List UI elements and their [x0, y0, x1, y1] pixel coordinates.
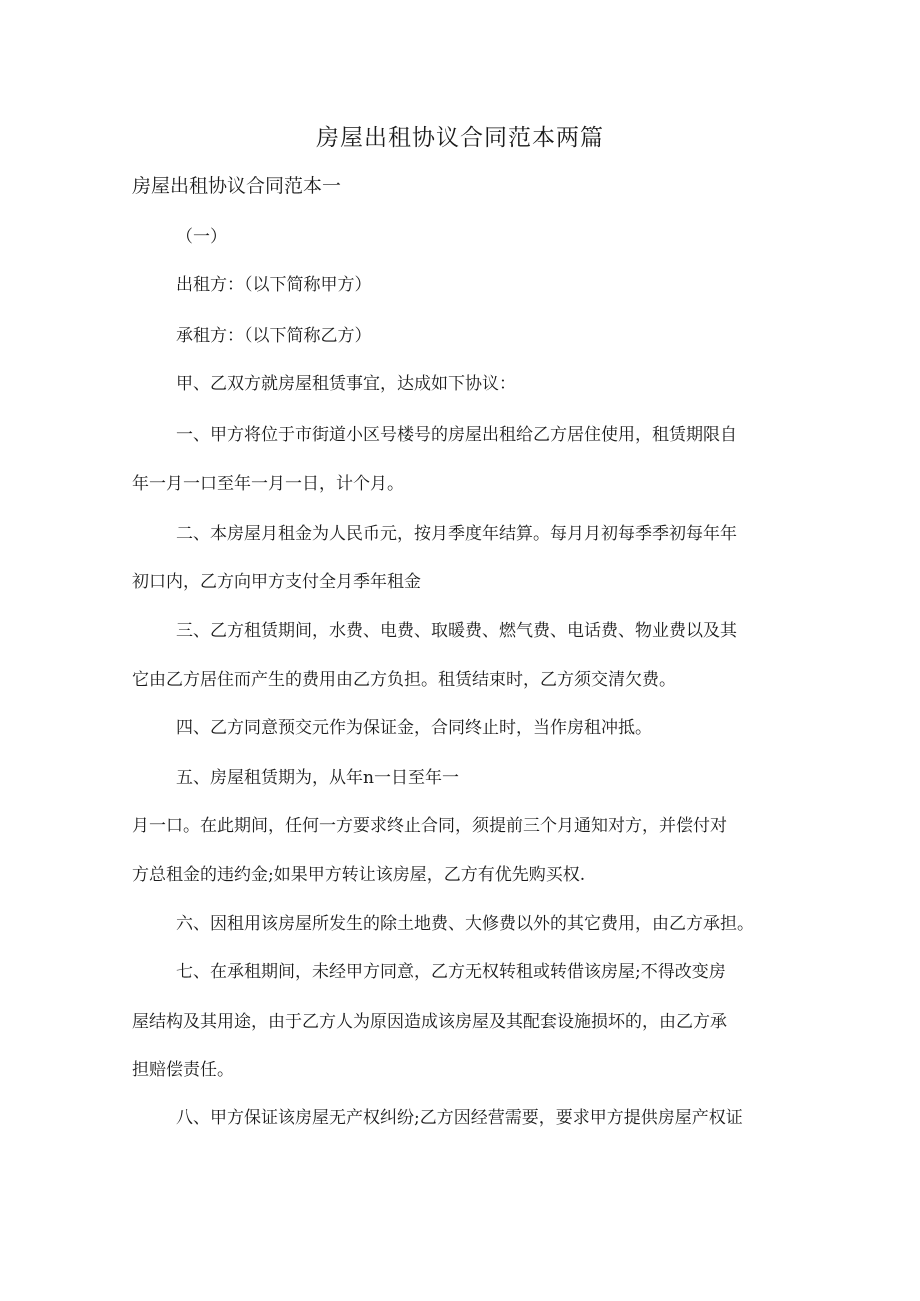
paragraph-line: 屋结构及其用途，由于乙方人为原因造成该房屋及其配套设施损坏的，由乙方承	[132, 1012, 727, 1032]
paragraph-line: 八、甲方保证该房屋无产权纠纷;乙方因经营需要，要求甲方提供房屋产权证	[176, 1108, 743, 1128]
paragraph-line: 方总租金的违约金;如果甲方转让该房屋，乙方有优先购买权.	[132, 865, 586, 885]
paragraph-line: 甲、乙双方就房屋租赁事宜，达成如下协议：	[176, 374, 516, 394]
paragraph-line: 担赔偿责任。	[132, 1060, 234, 1080]
section-title: 房屋出租协议合同范本一	[132, 175, 342, 197]
paragraph-line: 二、本房屋月租金为人民币元，按月季度年结算。每月月初每季季初每年年	[176, 524, 737, 544]
paragraph-line: 出租方：（以下简称甲方）	[176, 275, 372, 295]
paragraph-line: 七、在承租期间，未经甲方同意，乙方无权转租或转借该房屋;不得改变房	[176, 962, 726, 982]
paragraph-line: （一）	[176, 227, 227, 247]
paragraph-line: 六、因租用该房屋所发生的除土地费、大修费以外的其它费用，由乙方承担。	[176, 914, 754, 934]
paragraph-line: 承租方：（以下简称乙方）	[176, 326, 372, 346]
paragraph-line: 四、乙方同意预交元作为保证金，合同终止时，当作房租冲抵。	[176, 718, 652, 738]
paragraph-line: 初口内，乙方向甲方支付全月季年租金	[132, 572, 421, 592]
document-title: 房屋出租协议合同范本两篇	[316, 125, 604, 151]
paragraph-line: 月一口。在此期间，任何一方要求终止合同，须提前三个月通知对方，并偿付对	[132, 816, 727, 836]
paragraph-line: 三、乙方租赁期间，水费、电费、取暖费、燃气费、电话费、物业费以及其	[176, 621, 737, 641]
paragraph-line: 年一月一口至年一月一日，计个月。	[132, 474, 404, 494]
paragraph-line: 五、房屋租赁期为，从年n一日至年一	[176, 768, 459, 788]
paragraph-line: 它由乙方居住而产生的费用由乙方负担。租赁结束时，乙方须交清欠费。	[132, 670, 676, 690]
paragraph-line: 一、甲方将位于市街道小区号楼号的房屋出租给乙方居住使用，租赁期限自	[176, 425, 737, 445]
